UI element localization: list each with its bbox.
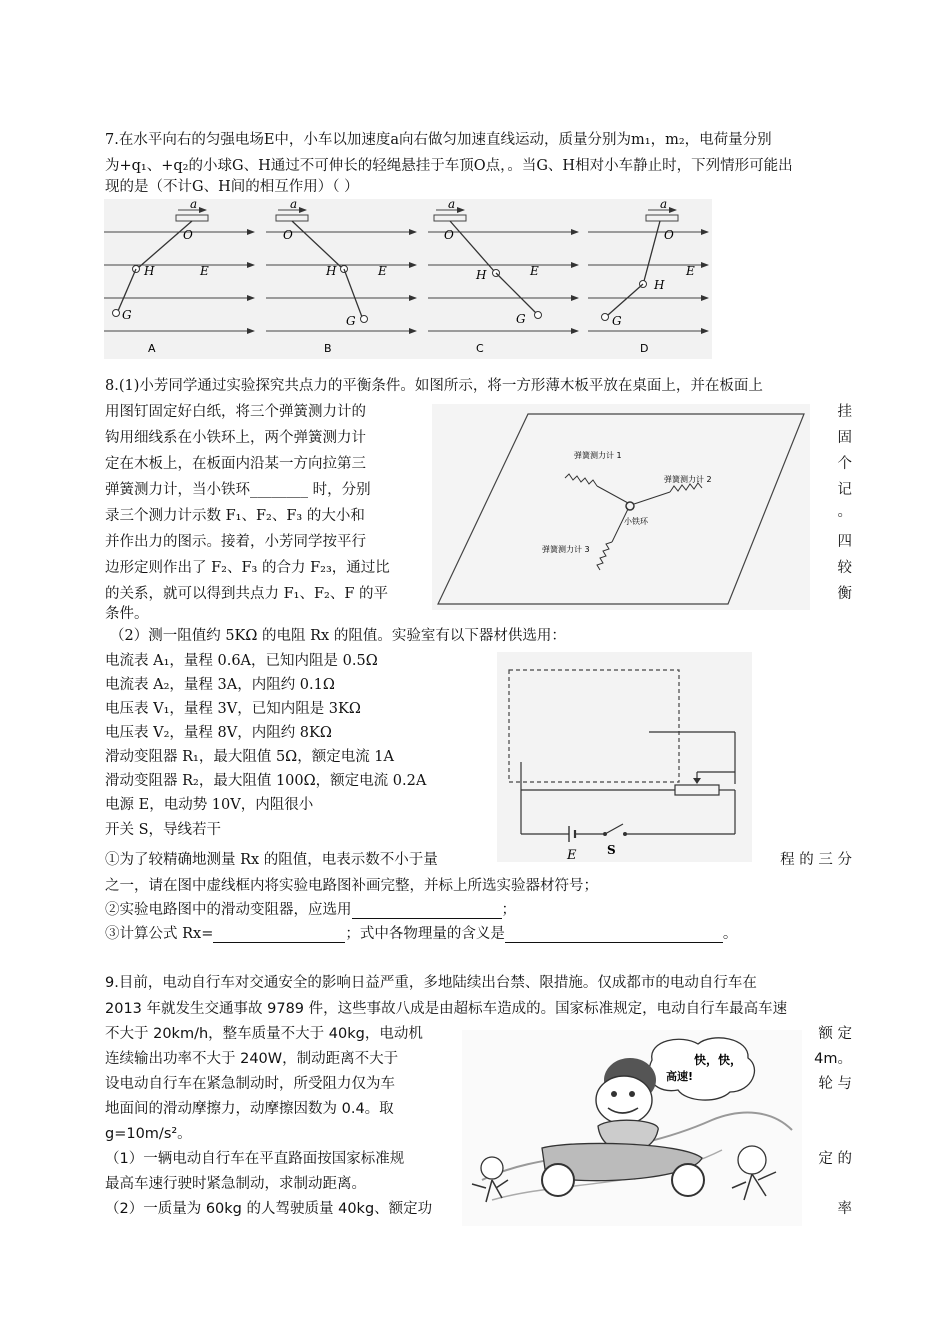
equip-item: 电压表 V₂，量程 8V，内阻约 8KΩ: [105, 725, 332, 741]
svg-text:B: B: [324, 342, 332, 355]
q9-left-2: 连续输出功率不大于 240W，制动距离不大于: [105, 1051, 399, 1067]
q8-right-5: 。: [837, 504, 852, 520]
svg-text:E: E: [530, 264, 539, 278]
q8-left-5: 录三个测力计示数 F₁、F₂、F₃ 的大小和: [105, 508, 365, 524]
svg-text:O: O: [283, 228, 293, 242]
q7-line-1: 7.在水平向右的匀强电场E中，小车以加速度a向右做匀加速直线运动，质量分别为m₁，m₂，电荷量分别: [105, 132, 772, 148]
cartoon-illustration: [462, 1030, 802, 1226]
svg-text:快，快，: 快，快，: [694, 1053, 743, 1067]
q9-right-3: 轮 与: [818, 1076, 852, 1092]
svg-text:E: E: [686, 264, 695, 278]
q7-figure: [104, 199, 712, 359]
svg-text:O: O: [444, 228, 454, 242]
svg-text:高速!: 高速!: [666, 1070, 694, 1083]
svg-text:A: A: [148, 342, 156, 355]
q8-sub1-line-a: ①为了较精确地测量 Rx 的阻值，电表示数不小于量: [105, 852, 438, 868]
circuit-diagram: [497, 652, 752, 862]
answer-blank[interactable]: [213, 928, 345, 943]
svg-text:G: G: [122, 308, 132, 322]
q7-line-2: 为+q₁、+q₂的小球G、H通过不可伸长的轻绳悬挂于车顶O点，。当G、H相对小车静止时，下列情形可能出: [105, 158, 793, 174]
q8-left-4: 弹簧测力计，当小铁环________ 时，分别: [105, 482, 371, 498]
svg-text:G: G: [612, 314, 622, 328]
equip-item: 滑动变阻器 R₂，最大阻值 100Ω，额定电流 0.2A: [105, 773, 427, 789]
q8-right-2: 固: [837, 430, 852, 446]
svg-text:E: E: [200, 264, 209, 278]
q8-part2-intro: （2）测一阻值约 5KΩ 的电阻 Rx 的阻值。实验室有以下器材供选用：: [110, 628, 566, 644]
svg-text:G: G: [516, 312, 526, 326]
svg-text:G: G: [346, 314, 356, 328]
q9-left-8: （2）一质量为 60kg 的人驾驶质量 40kg、额定功: [105, 1201, 433, 1217]
svg-text:C: C: [476, 342, 484, 355]
svg-text:H: H: [144, 264, 155, 278]
q8-right-8: 衡: [837, 586, 852, 602]
svg-text:H: H: [326, 264, 337, 278]
q8-right-1: 挂: [837, 404, 852, 420]
q9-left-6: （1）一辆电动自行车在平直路面按国家标准规: [105, 1151, 405, 1167]
option-b-diagram: [266, 199, 416, 355]
q8-left-6: 并作出力的图示。接着，小芳同学按平行: [105, 534, 366, 550]
q9-left-3: 设电动自行车在紧急制动时，所受阻力仅为车: [105, 1076, 395, 1092]
svg-text:S: S: [607, 843, 616, 857]
svg-text:D: D: [640, 342, 649, 355]
q8-left-9: 条件。: [105, 606, 149, 622]
svg-text:小铁环: 小铁环: [624, 517, 648, 526]
option-d-diagram: [588, 199, 708, 355]
svg-text:a: a: [190, 199, 198, 211]
svg-text:a: a: [448, 199, 456, 211]
q8-right-4: 记: [837, 482, 852, 498]
svg-text:O: O: [664, 228, 674, 242]
q9-left-1: 不大于 20km/h，整车质量不大于 40kg，电动机: [105, 1026, 423, 1042]
q8-right-3: 个: [837, 456, 852, 472]
svg-text:弹簧测力计 2: 弹簧测力计 2: [664, 475, 712, 484]
equip-item: 电流表 A₂，量程 3A，内阻约 0.1Ω: [105, 677, 335, 693]
answer-blank[interactable]: [505, 928, 723, 943]
q8-sub3: ③计算公式 Rx= ；式中各物理量的含义是 。: [105, 926, 738, 942]
q8-left-1: 用图钉固定好白纸，将三个弹簧测力计的: [105, 404, 366, 420]
equip-item: 电源 E，电动势 10V，内阻很小: [105, 797, 314, 813]
q8-line-1: 8.(1)小芳同学通过实验探究共点力的平衡条件。如图所示，将一方形薄木板平放在桌面上，并在板面上: [105, 378, 763, 394]
answer-blank[interactable]: [352, 904, 502, 919]
option-a-diagram: [104, 199, 254, 355]
svg-text:H: H: [654, 278, 665, 292]
q8-left-8: 的关系，就可以得到共点力 F₁、F₂、F 的平: [105, 586, 389, 602]
q9-line-2: 2013 年就发生交通事故 9789 件，这些事故八成是由超标车造成的。国家标准规定，电动自行车最高车速: [105, 1001, 788, 1017]
svg-text:H: H: [476, 268, 487, 282]
q8-sub1-line-c: 之一，请在图中虚线框内将实验电路图补画完整，并标上所选实验器材符号；: [105, 878, 598, 894]
q8-left-3: 定在木板上，在板面内沿某一方向拉第三: [105, 456, 366, 472]
q9-right-8: 率: [837, 1201, 852, 1217]
q9-right-2: 4m。: [814, 1051, 852, 1067]
equip-item: 滑动变阻器 R₁，最大阻值 5Ω，额定电流 1A: [105, 749, 395, 765]
svg-text:O: O: [183, 228, 193, 242]
q8-right-7: 较: [837, 560, 852, 576]
q9-left-5: g=10m/s²。: [105, 1126, 192, 1142]
q8-left-2: 钩用细线系在小铁环上，两个弹簧测力计: [105, 430, 366, 446]
svg-text:E: E: [378, 264, 387, 278]
equip-item: 开关 S，导线若干: [105, 822, 222, 838]
q8-sub2: ②实验电路图中的滑动变阻器，应选用 ；: [105, 902, 516, 918]
equip-item: 电流表 A₁，量程 0.6A，已知内阻是 0.5Ω: [105, 653, 378, 669]
svg-text:a: a: [290, 199, 298, 211]
q9-left-4: 地面间的滑动摩擦力，动摩擦因数为 0.4。取: [105, 1101, 394, 1117]
q8-left-7: 边形定则作出了 F₂、F₃ 的合力 F₂₃，通过比: [105, 560, 390, 576]
q9-line-1: 9.目前，电动自行车对交通安全的影响日益严重，多地陆续出台禁、限措施。仅成都市的电动自行车在: [105, 975, 757, 991]
option-c-diagram: [428, 199, 578, 355]
q8-right-6: 四: [837, 534, 852, 550]
q8-sub1-line-b: 程 的 三 分: [780, 852, 852, 868]
svg-text:弹簧测力计 1: 弹簧测力计 1: [574, 451, 622, 460]
svg-text:E: E: [567, 848, 577, 862]
q9-right-6: 定 的: [818, 1151, 852, 1167]
q7-line-3: 现的是（不计G、H间的相互作用）（ ）: [105, 179, 359, 195]
q9-left-7: 最高车速行驶时紧急制动，求制动距离。: [105, 1176, 366, 1192]
equip-item: 电压表 V₁，量程 3V，已知内阻是 3KΩ: [105, 701, 361, 717]
svg-text:a: a: [660, 199, 668, 211]
q9-right-1: 额 定: [818, 1026, 852, 1042]
spring-scale-figure: [432, 404, 810, 610]
svg-text:弹簧测力计 3: 弹簧测力计 3: [542, 545, 590, 554]
